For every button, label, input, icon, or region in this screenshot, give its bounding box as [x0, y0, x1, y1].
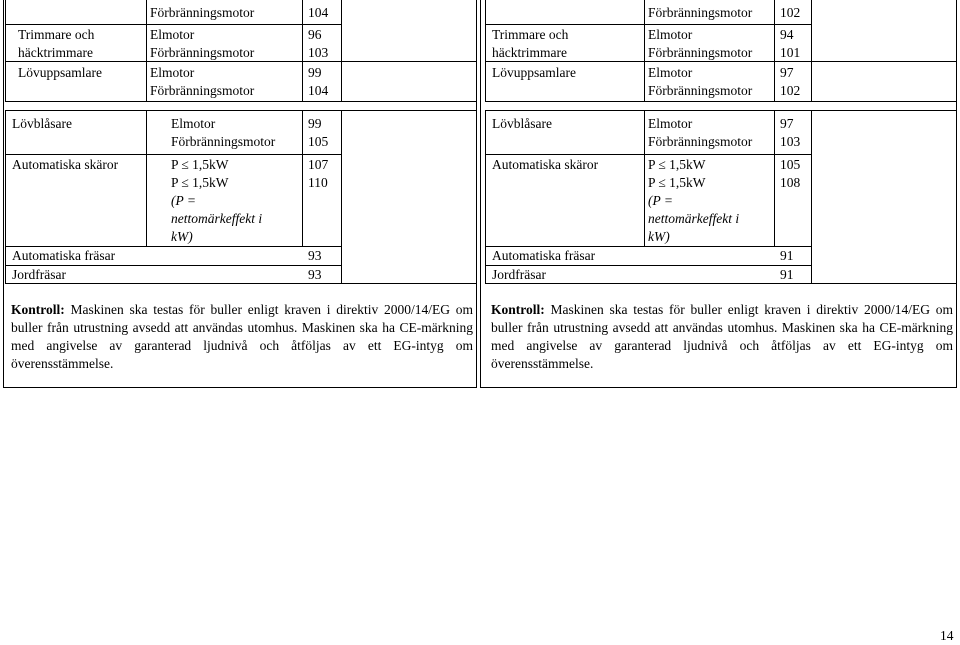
value-cell: 102: [780, 83, 801, 98]
equipment-cell: Automatiska skäror: [12, 157, 119, 172]
kontroll-section-right: [485, 291, 957, 386]
value-cell: 105: [308, 134, 329, 149]
motor-cell: Förbränningsmotor: [171, 134, 276, 149]
motor-cell: Förbränningsmotor: [150, 45, 255, 60]
equipment-cell: Lövuppsamlare: [492, 65, 576, 80]
value-cell: 96: [308, 27, 322, 42]
power-note: nettomärkeffekt i: [171, 211, 263, 226]
value-cell: 91: [780, 267, 794, 282]
power-note: (P =: [171, 193, 196, 208]
value-cell: 99: [308, 116, 322, 131]
power-cell: P ≤ 1,5kW: [171, 157, 229, 172]
power-cell: P ≤ 1,5kW: [648, 157, 706, 172]
motor-cell: Elmotor: [171, 116, 216, 131]
equipment-cell: Automatiska fräsar: [12, 248, 116, 263]
value-cell: 108: [780, 175, 801, 190]
right-column: [480, 0, 957, 388]
kontroll-paragraph: [491, 301, 953, 373]
motor-cell: Förbränningsmotor: [150, 83, 255, 98]
value-cell: 91: [780, 248, 794, 263]
value-cell: 101: [780, 45, 801, 60]
value-cell: 104: [308, 5, 329, 20]
kontroll-section-left: [5, 291, 477, 386]
noise-table-middle-right: [485, 110, 957, 284]
noise-table-top-right: [485, 0, 957, 102]
value-cell: 99: [308, 65, 322, 80]
equipment-cell: Lövblåsare: [492, 116, 552, 131]
motor-cell: Förbränningsmotor: [648, 5, 753, 20]
equipment-cell: Trimmare och: [492, 27, 569, 42]
value-cell: 105: [780, 157, 801, 172]
kontroll-paragraph: [11, 301, 473, 373]
equipment-cell: Jordfräsar: [492, 267, 546, 282]
value-cell: 103: [780, 134, 801, 149]
kontroll-text: Maskinen ska testas för buller enligt kraven i direktiv 2000/14/EG om buller från utrustning avsedd att användas utomhus. Maskinen ska ha CE-märkning med angivelse av garanterad ljudnivå och åtföljas av ett EG-intyg om överensstämmelse.: [491, 302, 953, 371]
motor-cell: Förbränningsmotor: [648, 83, 753, 98]
value-cell: 110: [308, 175, 328, 190]
power-note: kW): [171, 229, 193, 244]
power-note: nettomärkeffekt i: [648, 211, 740, 226]
motor-cell: Förbränningsmotor: [648, 45, 753, 60]
noise-table-top-left: [5, 0, 477, 102]
motor-cell: Elmotor: [648, 65, 693, 80]
kontroll-label: Kontroll:: [11, 302, 65, 317]
equipment-cell: Lövuppsamlare: [18, 65, 102, 80]
kontroll-text: Maskinen ska testas för buller enligt kraven i direktiv 2000/14/EG om buller från utrustning avsedd att användas utomhus. Maskinen ska ha CE-märkning med angivelse av garanterad ljudnivå och åtföljas av ett EG-intyg om överensstämmelse.: [11, 302, 473, 371]
power-cell: P ≤ 1,5kW: [171, 175, 229, 190]
noise-table-middle-left: [5, 110, 477, 284]
left-column: [3, 0, 477, 388]
motor-cell: Elmotor: [648, 116, 693, 131]
motor-cell: Förbränningsmotor: [150, 5, 255, 20]
value-cell: 104: [308, 83, 329, 98]
power-note: (P =: [648, 193, 673, 208]
value-cell: 97: [780, 65, 794, 80]
motor-cell: Förbränningsmotor: [648, 134, 753, 149]
value-cell: 102: [780, 5, 801, 20]
value-cell: 93: [308, 248, 322, 263]
power-note: kW): [648, 229, 670, 244]
kontroll-label: Kontroll:: [491, 302, 545, 317]
value-cell: 103: [308, 45, 329, 60]
value-cell: 107: [308, 157, 329, 172]
power-cell: P ≤ 1,5kW: [648, 175, 706, 190]
motor-cell: Elmotor: [648, 27, 693, 42]
value-cell: 93: [308, 267, 322, 282]
value-cell: 94: [780, 27, 794, 42]
motor-cell: Elmotor: [150, 65, 195, 80]
equipment-cell: Trimmare och: [18, 27, 95, 42]
page-number: 14: [940, 628, 954, 643]
equipment-cell: Automatiska fräsar: [492, 248, 596, 263]
equipment-cell: Lövblåsare: [12, 116, 72, 131]
equipment-cell: Jordfräsar: [12, 267, 66, 282]
motor-cell: Elmotor: [150, 27, 195, 42]
equipment-cell: Automatiska skäror: [492, 157, 599, 172]
equipment-cell: häcktrimmare: [18, 45, 93, 60]
equipment-cell: häcktrimmare: [492, 45, 567, 60]
value-cell: 97: [780, 116, 794, 131]
